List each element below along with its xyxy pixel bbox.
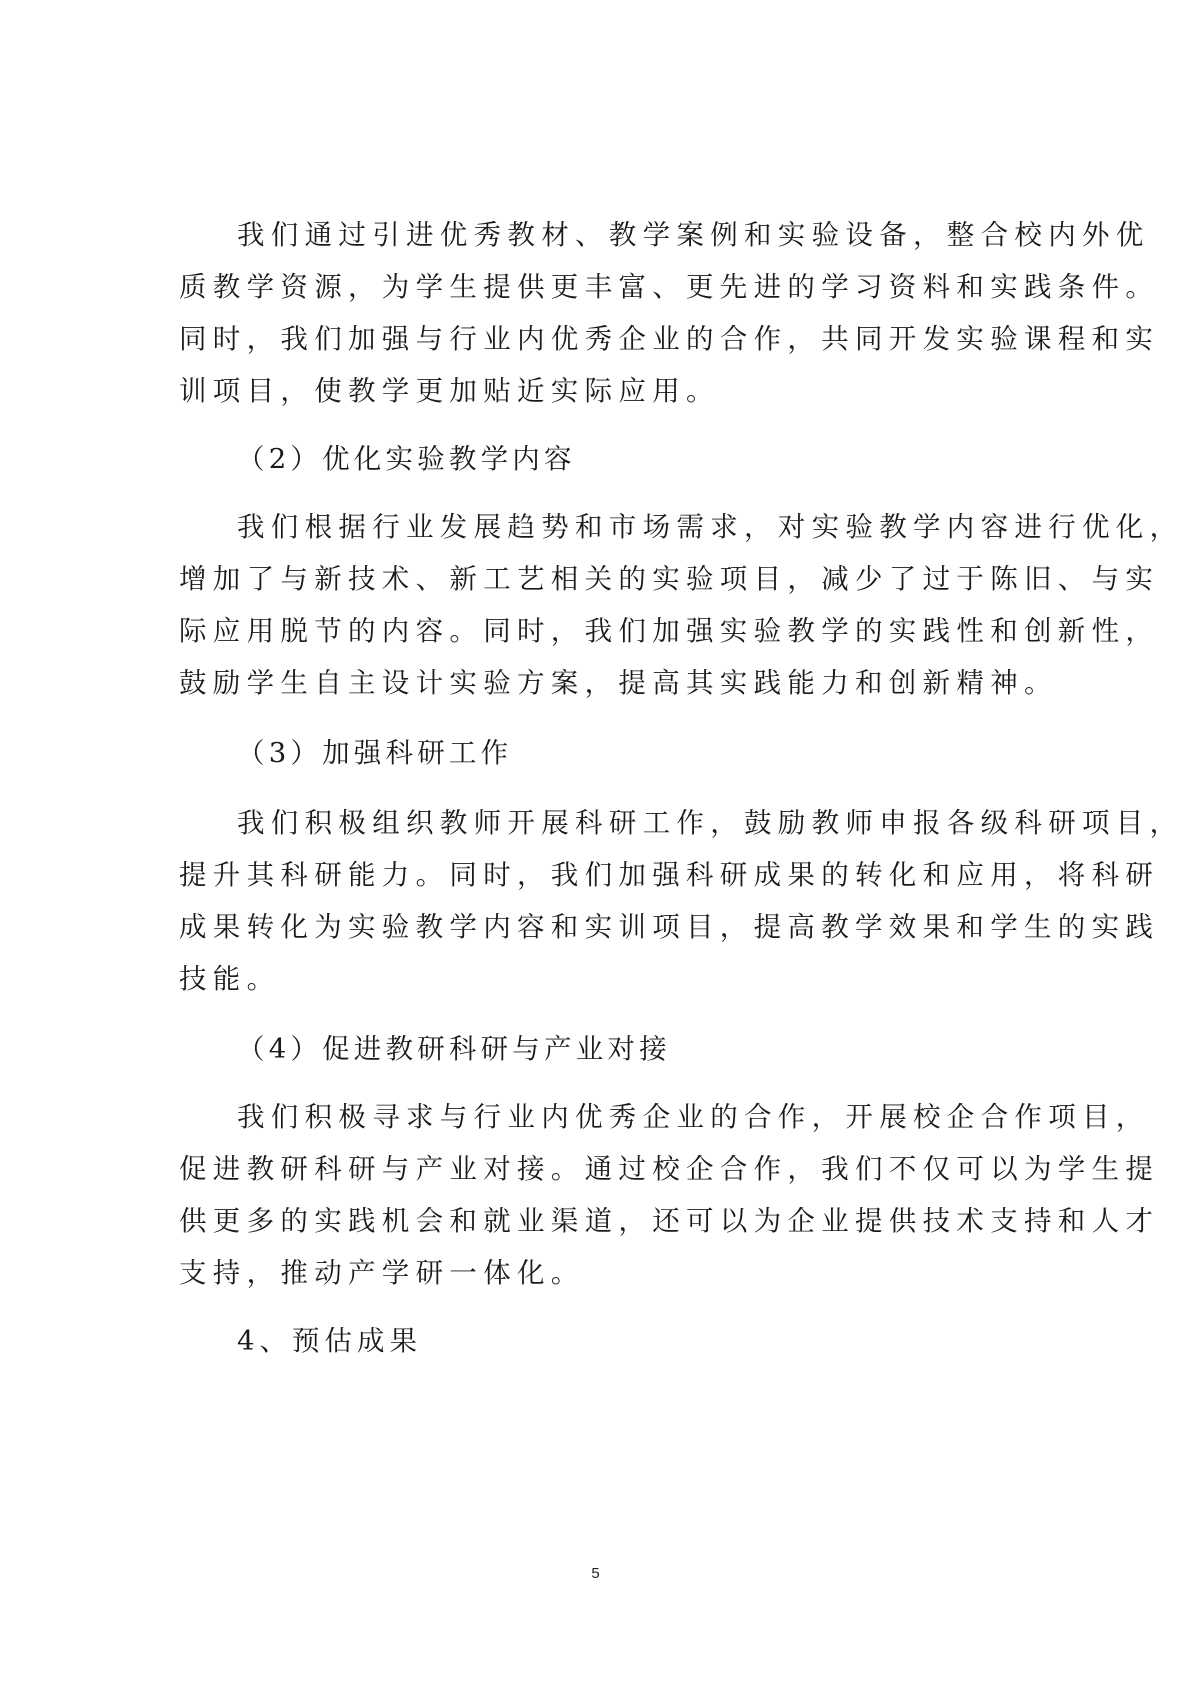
paragraph-3-line-3: 成果转化为实验教学内容和实训项目，提高教学效果和学生的实践 (179, 911, 1160, 943)
paragraph-3-line-2: 提升其科研能力。同时，我们加强科研成果的转化和应用，将科研 (179, 859, 1160, 891)
paragraph-2-line-3: 际应用脱节的内容。同时，我们加强实验教学的实践性和创新性， (179, 615, 1160, 647)
section-title: 4、预估成果 (237, 1325, 422, 1357)
paragraph-4-line-2: 促进教研科研与产业对接。通过校企合作，我们不仅可以为学生提 (179, 1153, 1160, 1185)
paragraph-3-line-1: 我们积极组织教师开展科研工作，鼓励教师申报各级科研项目， (237, 807, 1184, 839)
subheading-2: （2）优化实验教学内容 (237, 443, 576, 475)
paragraph-4-line-1: 我们积极寻求与行业内优秀企业的合作，开展校企合作项目， (237, 1101, 1150, 1133)
paragraph-2-line-1: 我们根据行业发展趋势和市场需求，对实验教学内容进行优化， (237, 511, 1184, 543)
paragraph-4-line-4: 支持，推动产学研一体化。 (179, 1257, 585, 1289)
page-number: 5 (591, 1565, 600, 1582)
paragraph-2-line-4: 鼓励学生自主设计实验方案，提高其实践能力和创新精神。 (179, 667, 1058, 699)
paragraph-2-line-2: 增加了与新技术、新工艺相关的实验项目，减少了过于陈旧、与实 (179, 563, 1160, 595)
subheading-3: （3）加强科研工作 (237, 737, 513, 769)
paragraph-1-line-4: 训项目，使教学更加贴近实际应用。 (179, 375, 720, 407)
paragraph-1-line-1: 我们通过引进优秀教材、教学案例和实验设备，整合校内外优 (237, 219, 1150, 251)
paragraph-1-line-3: 同时，我们加强与行业内优秀企业的合作，共同开发实验课程和实 (179, 323, 1160, 355)
paragraph-3-line-4: 技能。 (179, 963, 281, 995)
paragraph-1-line-2: 质教学资源，为学生提供更丰富、更先进的学习资料和实践条件。 (179, 271, 1160, 303)
paragraph-4-line-3: 供更多的实践机会和就业渠道，还可以为企业提供技术支持和人才 (179, 1205, 1160, 1237)
subheading-4: （4）促进教研科研与产业对接 (237, 1033, 671, 1065)
